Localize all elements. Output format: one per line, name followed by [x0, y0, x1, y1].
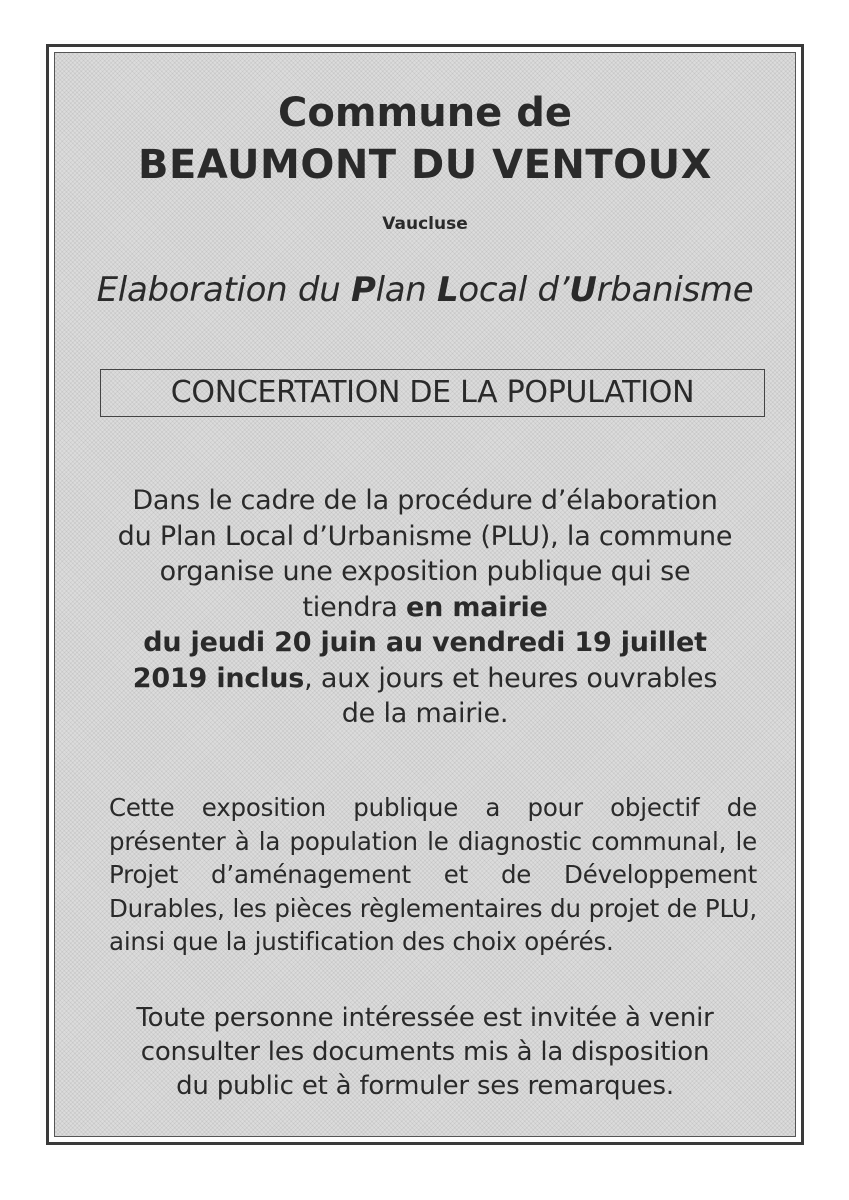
invitation-line: consulter les documents mis à la disposition	[140, 1037, 710, 1067]
year-highlight: 2019 inclus	[132, 662, 305, 694]
announcement-text: , aux jours et heures ouvrables	[304, 662, 718, 694]
announcement-text: tiendra	[302, 591, 406, 623]
notice-poster	[46, 44, 804, 1145]
plu-heading-initial: L	[437, 270, 459, 310]
concertation-banner: CONCERTATION DE LA POPULATION	[100, 369, 765, 417]
commune-name: BEAUMONT DU VENTOUX	[138, 142, 712, 188]
plu-heading-initial: U	[569, 270, 597, 310]
announcement-line	[55, 661, 795, 697]
announcement-line	[55, 590, 795, 626]
commune-title: Commune de	[278, 90, 572, 136]
plu-heading-part: Elaboration du	[96, 270, 351, 310]
plu-heading-part: lan	[375, 270, 438, 310]
announcement-line: du Plan Local d’Urbanisme (PLU), la commune	[117, 520, 733, 552]
exhibition-announcement	[55, 483, 795, 732]
plu-heading-part: rbanisme	[596, 270, 754, 310]
announcement-line: de la mairie.	[341, 698, 509, 729]
announcement-line: Dans le cadre de la procédure d’élaboration	[132, 485, 718, 516]
invitation-line: Toute personne intéressée est invitée à venir	[136, 1003, 714, 1033]
plu-heading	[55, 268, 795, 312]
notice-panel	[54, 52, 796, 1137]
invitation-line: du public et à formuler ses remarques.	[176, 1071, 674, 1101]
plu-heading-part: ocal d’	[458, 270, 570, 310]
exhibition-objective: Cette exposition publique a pour objectif de présenter à la population le diagnostic communal, le Projet d’aménagement et de Développement Durables, les pièces règlementaires du projet de PLU, ainsi que la justification des choix opérés.	[109, 793, 757, 956]
announcement-line: organise une exposition publique qui se	[159, 556, 691, 587]
invitation-text	[55, 1001, 795, 1103]
plu-heading-initial: P	[350, 270, 376, 310]
date-range-text: du jeudi 20 juin au vendredi 19 juillet	[143, 627, 707, 658]
location-highlight: en mairie	[405, 591, 548, 623]
date-range-highlight	[55, 625, 795, 661]
region-label: Vaucluse	[382, 214, 468, 234]
